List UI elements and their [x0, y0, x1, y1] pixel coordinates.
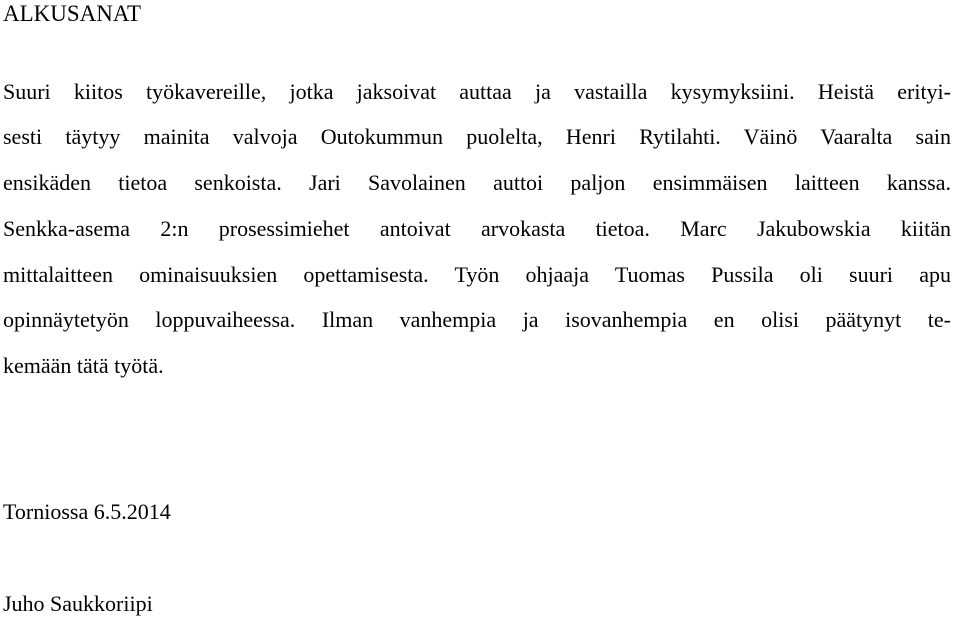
page-title: ALKUSANAT — [3, 1, 141, 26]
paragraph-line: ensikäden tietoa senkoista. Jari Savolainen auttoi paljon ensimmäisen laitteen kanssa. — [3, 170, 951, 195]
paragraph-line: Suuri kiitos työkavereille, jotka jaksoivat auttaa ja vastailla kysymyksiini. Heistä erityi- — [3, 79, 951, 104]
paragraph-line: Senkka-asema 2:n prosessimiehet antoivat arvokasta tietoa. Marc Jakubowskia kiitän — [3, 216, 951, 241]
author-signature: Juho Saukkoriipi — [3, 591, 153, 616]
paragraph-line: mittalaitteen ominaisuuksien opettamisesta. Työn ohjaaja Tuomas Pussila oli suuri apu — [3, 262, 951, 287]
paragraph-line: kemään tätä työtä. — [3, 353, 164, 378]
paragraph-line: sesti täytyy mainita valvoja Outokummun puolelta, Henri Rytilahti. Väinö Vaaralta sain — [3, 124, 951, 149]
place-and-date: Torniossa 6.5.2014 — [3, 499, 171, 524]
paragraph-line: opinnäytetyön loppuvaiheessa. Ilman vanhempia ja isovanhempia en olisi päätynyt te- — [3, 307, 951, 332]
